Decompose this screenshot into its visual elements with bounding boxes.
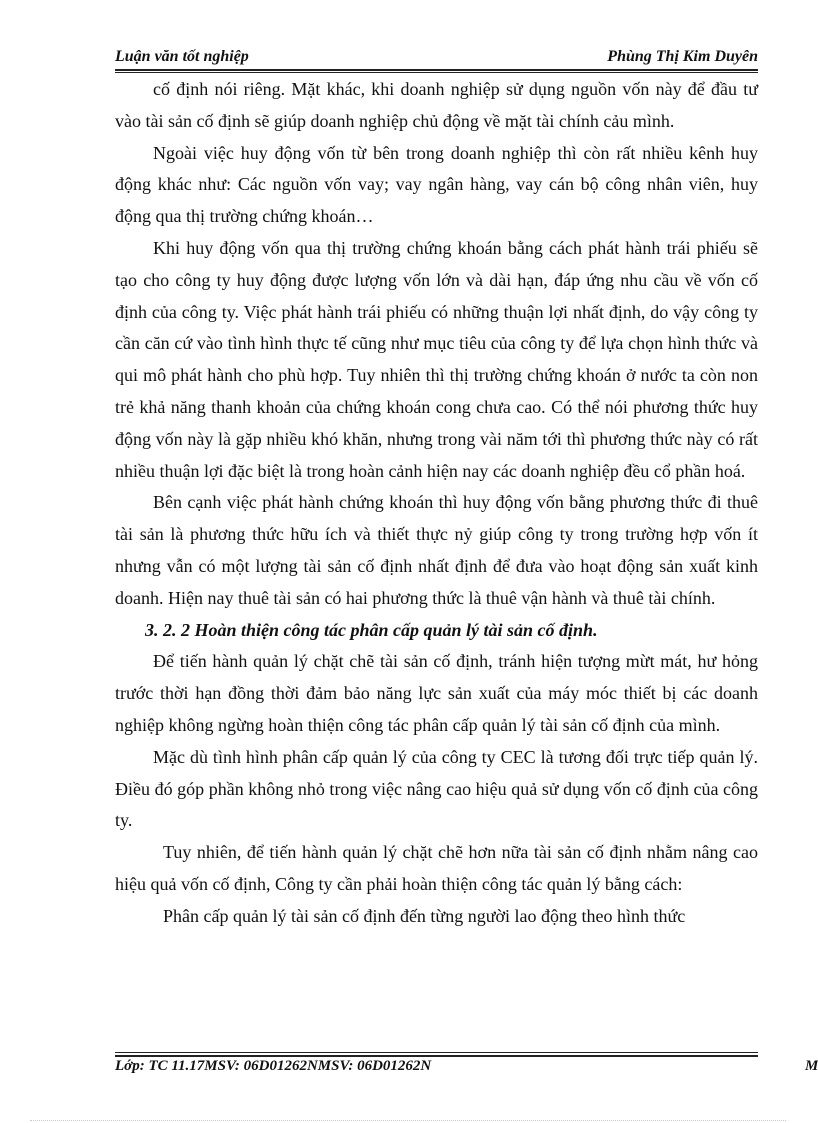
page-header	[115, 48, 758, 70]
footer-rule	[115, 1055, 758, 1057]
header-rule-thin	[115, 72, 758, 73]
header-rule	[115, 69, 758, 71]
paragraph-2: Ngoài việc huy động vốn từ bên trong doanh nghiệp thì còn rất nhiều kênh huy động khác như: Các nguồn vốn vay; vay ngân hàng, vay cán bộ công nhân viên, huy động qua thị trường chứng khoán…	[115, 142, 758, 227]
page-body	[115, 74, 758, 933]
paragraph-1: cố định nói riêng. Mặt khác, khi doanh nghiệp sử dụng nguồn vốn này để đầu tư vào tài sản cố định sẽ giúp doanh nghiệp chủ động về mặt tài chính cảu mình.	[115, 79, 758, 131]
section-heading: 3. 2. 2 Hoàn thiện công tác phân cấp quản lý tài sản cố định.	[145, 619, 598, 640]
page-bottom-divider	[30, 1120, 786, 1121]
paragraph-6: Mặc dù tình hình phân cấp quản lý của công ty CEC là tương đối trực tiếp quản lý. Điều đó góp phần không nhỏ trong việc nâng cao hiệu quả sử dụng vốn cố định của công ty.	[115, 746, 758, 831]
paragraph-5: Để tiến hành quản lý chặt chẽ tài sản cố định, tránh hiện tượng mừt mát, hư hỏng trước thời hạn đồng thời đảm bảo năng lực sản xuất của máy móc thiết bị các doanh nghiệp không ngừng hoàn thiện công tác phân cấp quản lý tài sản cố định của mình.	[115, 651, 758, 735]
paragraph-8: Phân cấp quản lý tài sản cố định đến từng người lao động theo hình thức	[163, 905, 686, 926]
header-author-name: Phùng Thị Kim Duyên	[607, 48, 758, 65]
paragraph-7: Tuy nhiên, để tiến hành quản lý chặt chẽ hơn nữa tài sản cố định nhằm nâng cao hiệu quả vốn cố định, Công ty cần phải hoàn thiện công tác quản lý bằng cách:	[115, 842, 758, 894]
paragraph-3: Khi huy động vốn qua thị trường chứng khoán bằng cách phát hành trái phiếu sẽ tạo cho công ty huy động được lượng vốn lớn và dài hạn, đáp ứng nhu cầu về vốn cố định của công ty. Việc phát hành trái phiếu có những thuận lợi nhất định, do vậy công ty cần căn cứ vào tình hình thực tế cũng như mục tiêu của công ty để lựa chọn hình thức và qui mô phát hành cho phù hợp. Tuy nhiên thì thị trường chứng khoán ở nước ta còn non trẻ khả năng thanh khoản của chứng khoán cong chưa cao. Có thể nói phương thức huy động vốn này là gặp nhiều khó khăn, nhưng trong vài năm tới thì phương thức này có rất nhiều thuận lợi đặc biệt là trong hoàn cảnh hiện nay các doanh nghiệp đều cổ phần hoá.	[115, 237, 758, 481]
header-thesis-title: Luận văn tốt nghiệp	[115, 48, 249, 65]
footer-rule-thin	[115, 1052, 758, 1053]
footer-class-info: Lớp: TC 11.17MSV: 06D01262NMSV: 06D01262N	[115, 1058, 432, 1074]
footer-right-text: M	[805, 1058, 818, 1074]
paragraph-4: Bên cạnh việc phát hành chứng khoán thì huy động vốn bằng phương thức đi thuê tài sản là phương thức hữu ích và thiết thực nỷ giúp công ty trong trường hợp vốn ít nhưng vẫn có một lượng tài sản cố định nhất định để đưa vào hoạt động sản xuất kinh doanh. Hiện nay thuê tài sản có hai phương thức là thuê vận hành và thuê tài chính.	[115, 492, 758, 608]
page-footer	[115, 1058, 818, 1075]
